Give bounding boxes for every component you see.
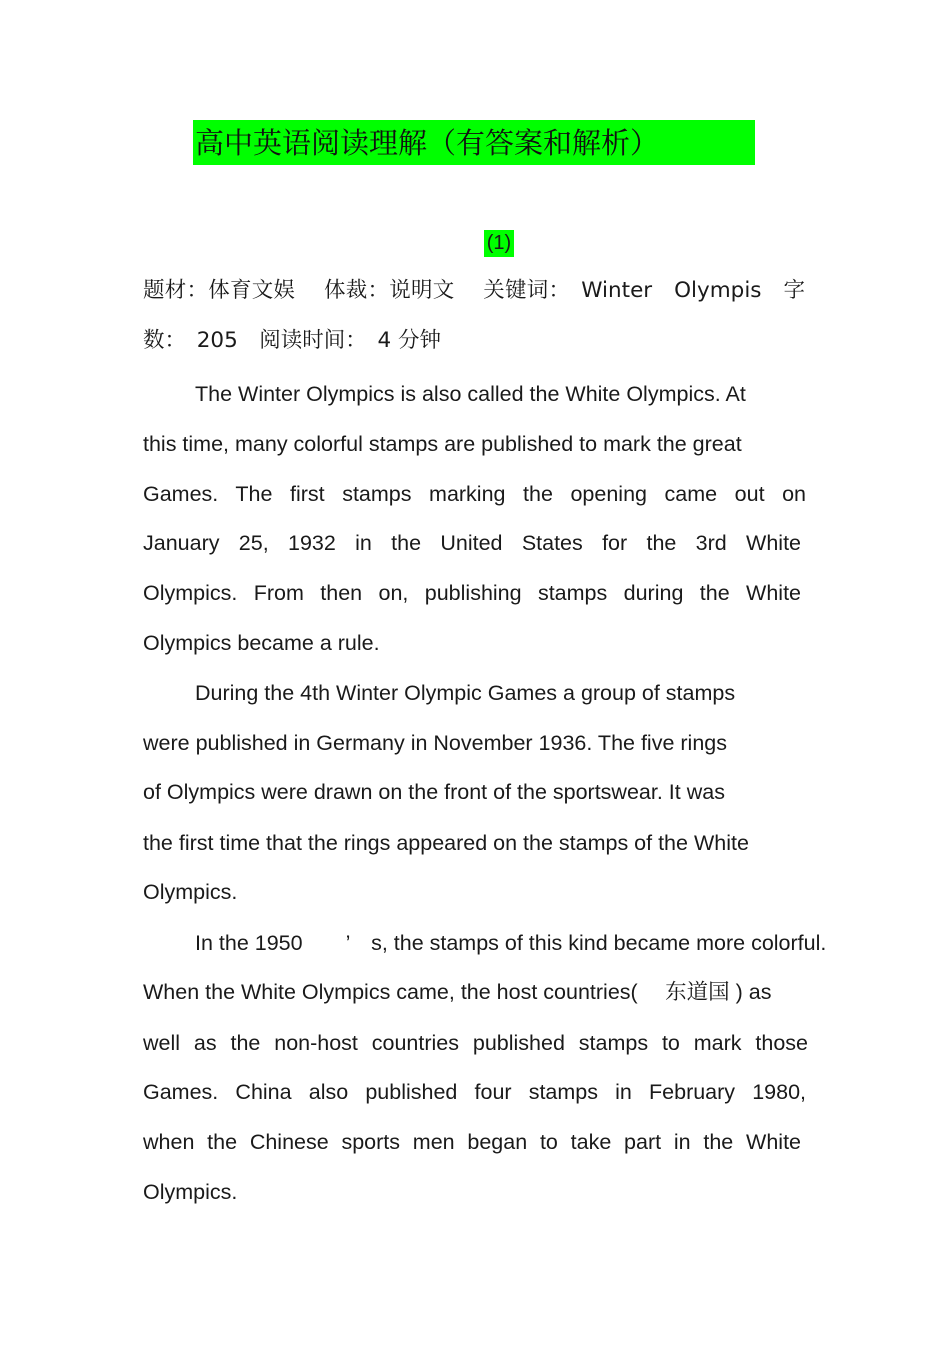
paragraph-line: the first time that the rings appeared on the stamps of the White (143, 831, 749, 855)
paragraph-line: When the White Olympics came, the host countries( 东道国 ) as (143, 980, 772, 1004)
page-title: 高中英语阅读理解（有答案和解析） (195, 126, 660, 160)
paragraph-line: The Winter Olympics is also called the White Olympics. At (195, 382, 746, 406)
paragraph-line: when the Chinese sports men began to take part in the White (143, 1130, 801, 1154)
paragraph-line: In the 1950 ’ s, the stamps of this kind became more colorful. (195, 931, 827, 955)
paragraph-line: Games. The first stamps marking the opening came out on (143, 482, 806, 506)
paragraph-line: January 25, 1932 in the United States for the 3rd White (143, 531, 801, 555)
paragraph-line: Olympics became a rule. (143, 631, 380, 655)
paragraph-line: Olympics. (143, 880, 238, 904)
paragraph-line: During the 4th Winter Olympic Games a group of stamps (195, 681, 736, 705)
paragraph-line: Olympics. From then on, publishing stamps during the White (143, 581, 801, 605)
section-number: (1) (484, 230, 514, 257)
paragraph-line: of Olympics were drawn on the front of the sportswear. It was (143, 780, 725, 804)
paragraph-line: this time, many colorful stamps are published to mark the great (143, 432, 742, 456)
meta-line-2: 数： 205 阅读时间： 4 分钟 (143, 328, 442, 353)
meta-line-1: 题材：体育文娱 体裁：说明文 关键词： Winter Olympis 字 (143, 278, 805, 303)
paragraph-line: Games. China also published four stamps in February 1980, (143, 1080, 806, 1104)
paragraph-line: well as the non-host countries published stamps to mark those (143, 1031, 808, 1055)
paragraph-line: were published in Germany in November 1936. The five rings (143, 731, 727, 755)
paragraph-line: Olympics. (143, 1180, 238, 1204)
